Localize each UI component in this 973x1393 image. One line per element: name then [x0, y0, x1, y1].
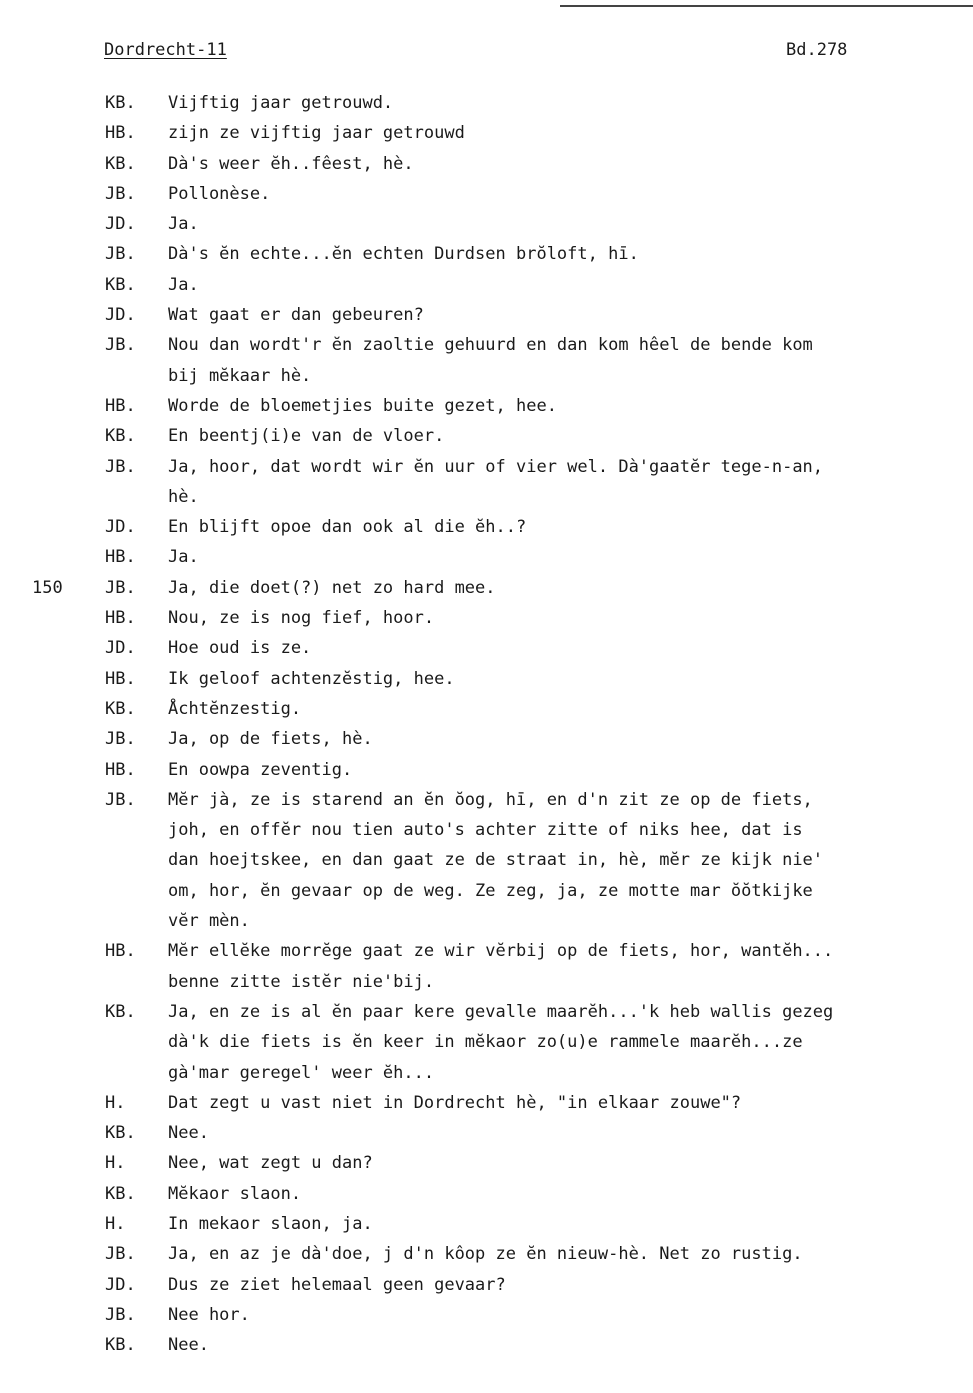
utterance-text: Ja, die doet(?) net zo hard mee. — [168, 577, 496, 598]
utterance-text: Nee hor. — [168, 1304, 250, 1325]
speaker-label: KB. — [105, 93, 136, 113]
page-reference: Bd.278 — [786, 40, 848, 60]
transcript-line — [0, 482, 973, 512]
speaker-label: JB. — [105, 335, 136, 356]
speaker-label: KB. — [105, 153, 136, 174]
utterance-text: Worde de bloemetjies buite gezet, hee. — [168, 395, 557, 416]
utterance-text: Ja. — [168, 547, 199, 568]
transcript-line — [0, 1239, 973, 1269]
speaker-label: JD. — [105, 638, 136, 659]
transcript-line — [0, 209, 973, 239]
transcript-line — [0, 1330, 973, 1360]
transcript-line — [0, 512, 973, 542]
speaker-label: HB. — [105, 941, 136, 962]
utterance-text: om, hor, ĕn gevaar op de weg. Ze zeg, ja, ze motte mar ŏŏtkijke — [168, 880, 813, 901]
speaker-label: HB. — [105, 395, 136, 416]
utterance-text: Åchtĕnzestig. — [168, 698, 302, 719]
utterance-text: vĕr mèn. — [168, 911, 250, 932]
transcript-line — [0, 421, 973, 451]
speaker-label: JB. — [105, 183, 136, 204]
speaker-label: KB. — [105, 698, 136, 719]
utterance-text: zijn ze vijftig jaar getrouwd — [168, 123, 465, 144]
transcript-line — [0, 452, 973, 482]
utterance-text: Vijftig jaar getrouwd. — [168, 93, 394, 113]
utterance-text: En oowpa zeventig. — [168, 759, 353, 780]
utterance-text: In mekaor slaon, ja. — [168, 1213, 373, 1234]
transcript-line — [0, 239, 973, 269]
utterance-text: dan hoejtskee, en dan gaat ze de straat in, hè, mĕr ze kijk nie' — [168, 850, 824, 871]
transcript-line — [0, 179, 973, 209]
transcript-line — [0, 603, 973, 633]
transcript-line — [0, 1027, 973, 1057]
transcript-line — [0, 1209, 973, 1239]
transcript-line — [0, 997, 973, 1027]
speaker-label: HB. — [105, 547, 136, 568]
transcript-line — [0, 845, 973, 875]
utterance-text: En beentj(i)e van de vloer. — [168, 426, 445, 447]
transcript-line — [0, 967, 973, 997]
utterance-text: Pollonèse. — [168, 183, 271, 204]
transcript-line — [0, 88, 973, 118]
speaker-label: KB. — [105, 274, 136, 295]
speaker-label: JD. — [105, 305, 136, 326]
speaker-label: JD. — [105, 214, 136, 235]
utterance-text: joh, en offĕr nou tien auto's achter zitte of niks hee, dat is — [168, 820, 803, 841]
transcript-line — [0, 936, 973, 966]
transcript-line — [0, 270, 973, 300]
speaker-label: JD. — [105, 517, 136, 538]
transcript-line — [0, 1300, 973, 1330]
transcript-line — [0, 149, 973, 179]
speaker-label: H. — [105, 1153, 126, 1174]
utterance-text: Mĕr ellĕke morrĕge gaat ze wir vĕrbij op de fiets, hor, wantĕh... — [168, 941, 834, 962]
speaker-label: KB. — [105, 1123, 136, 1144]
transcript-line — [0, 906, 973, 936]
utterance-text: bij mĕkaar hè. — [168, 365, 312, 386]
speaker-label: JB. — [105, 456, 136, 477]
document-title: Dordrecht-11 — [104, 40, 227, 60]
utterance-text: Nee. — [168, 1123, 209, 1144]
transcript-line — [0, 664, 973, 694]
speaker-label: HB. — [105, 608, 136, 629]
speaker-label: HB. — [105, 123, 136, 144]
utterance-text: Dà's ĕn echte...ĕn echten Durdsen brŏloft, hī. — [168, 244, 639, 265]
utterance-text: Dà's weer ĕh..fêest, hè. — [168, 153, 414, 174]
utterance-text: Nee, wat zegt u dan? — [168, 1153, 373, 1174]
utterance-text: Mĕkaor slaon. — [168, 1183, 302, 1204]
speaker-label: KB. — [105, 1183, 136, 1204]
transcript-line — [0, 391, 973, 421]
utterance-text: Dat zegt u vast niet in Dordrecht hè, "in elkaar zouwe"? — [168, 1092, 742, 1113]
utterance-text: Ja, op de fiets, hè. — [168, 729, 373, 750]
utterance-text: Hoe oud is ze. — [168, 638, 312, 659]
utterance-text: Nou dan wordt'r ĕn zaoltie gehuurd en dan kom hêel de bende kom — [168, 335, 813, 356]
utterance-text: Dus ze ziet helemaal geen gevaar? — [168, 1274, 506, 1295]
speaker-label: KB. — [105, 1001, 136, 1022]
utterance-text: dà'k die fiets is ĕn keer in mĕkaor zo(u)e rammele maarĕh...ze — [168, 1032, 803, 1053]
speaker-label: H. — [105, 1092, 126, 1113]
speaker-label: HB. — [105, 759, 136, 780]
speaker-label: JB. — [105, 729, 136, 750]
utterance-text: gà'mar geregel' weer ĕh... — [168, 1062, 435, 1083]
transcript-line — [0, 724, 973, 754]
utterance-text: Ja, hoor, dat wordt wir ĕn uur of vier wel. Dà'gaatĕr tege-n-an, — [168, 456, 824, 477]
speaker-label: JB. — [105, 1244, 136, 1265]
utterance-text: benne zitte istĕr nie'bij. — [168, 971, 435, 992]
utterance-text: Nee. — [168, 1335, 209, 1356]
transcript-line — [0, 1058, 973, 1088]
utterance-text: Ik geloof achtenzĕstig, hee. — [168, 668, 455, 689]
speaker-label: JB. — [105, 244, 136, 265]
speaker-label: JB. — [105, 1304, 136, 1325]
line-number: 150 — [32, 577, 63, 598]
speaker-label: JB. — [105, 577, 136, 598]
transcript-body — [0, 88, 973, 1360]
transcript-line — [0, 542, 973, 572]
transcript-line — [0, 118, 973, 148]
speaker-label: KB. — [105, 426, 136, 447]
transcript-line — [0, 633, 973, 663]
speaker-label: JD. — [105, 1274, 136, 1295]
speaker-label: KB. — [105, 1335, 136, 1356]
top-rule — [560, 5, 973, 7]
transcript-line — [0, 361, 973, 391]
utterance-text: Wat gaat er dan gebeuren? — [168, 305, 424, 326]
transcript-line — [0, 876, 973, 906]
speaker-label: HB. — [105, 668, 136, 689]
transcript-line — [0, 1148, 973, 1178]
utterance-text: Ja, en ze is al ĕn paar kere gevalle maarĕh...'k heb wallis gezeg — [168, 1001, 834, 1022]
utterance-text: Ja. — [168, 214, 199, 235]
transcript-line — [0, 300, 973, 330]
utterance-text: Ja. — [168, 274, 199, 295]
transcript-line — [0, 694, 973, 724]
transcript-line — [0, 573, 973, 603]
utterance-text: hè. — [168, 486, 199, 507]
utterance-text: Nou, ze is nog fief, hoor. — [168, 608, 435, 629]
transcript-line — [0, 755, 973, 785]
utterance-text: Ja, en az je dà'doe, j d'n kôop ze ĕn nieuw-hè. Net zo rustig. — [168, 1244, 803, 1265]
transcript-line — [0, 1270, 973, 1300]
utterance-text: En blijft opoe dan ook al die ĕh..? — [168, 517, 527, 538]
speaker-label: JB. — [105, 789, 136, 810]
transcript-line — [0, 1179, 973, 1209]
transcript-line — [0, 815, 973, 845]
transcript-line — [0, 1088, 973, 1118]
utterance-text: Mĕr jà, ze is starend an ĕn ŏog, hī, en d'n zit ze op de fiets, — [168, 789, 813, 810]
transcript-line — [0, 785, 973, 815]
transcript-line — [0, 1118, 973, 1148]
transcript-line — [0, 330, 973, 360]
speaker-label: H. — [105, 1213, 126, 1234]
